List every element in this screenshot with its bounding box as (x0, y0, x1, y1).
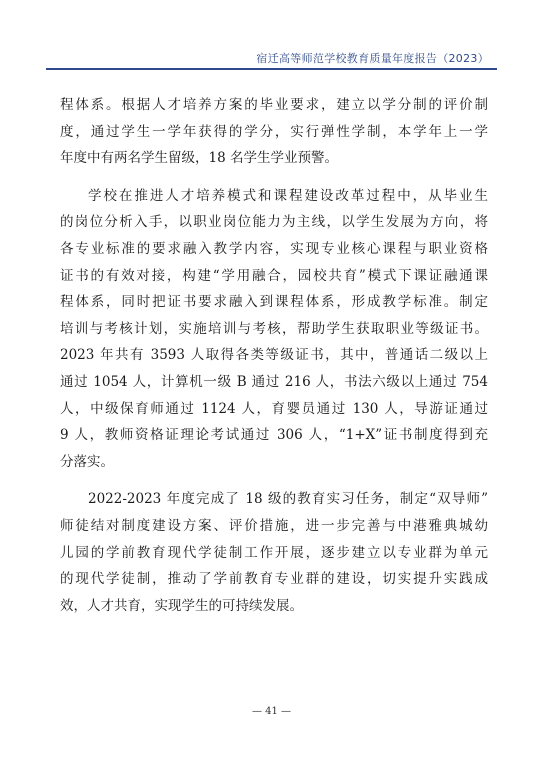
paragraph-line: 9 人，教师资格证理论考试通过 306 人，“1+X”证书制度得到充 (60, 427, 488, 444)
paragraph-line: 学校在推进人才培养模式和课程建设改革过程中，从毕业生 (88, 187, 488, 204)
paragraph-line: 通过 1054 人，计算机一级 B 通过 216 人，书法六级以上通过 754 (60, 373, 488, 390)
paragraph-line: 年度中有两名学生留级，18 名学生学业预警。 (60, 150, 338, 167)
paragraph-line: 儿园的学前教育现代学徒制工作开展，逐步建立以专业群为单元 (60, 544, 488, 561)
paragraph-spacer (60, 475, 488, 486)
paragraph-line: 人，中级保育师通过 1124 人，育婴员通过 130 人，导游证通过 (60, 400, 488, 417)
paragraph-line: 分落实。 (60, 453, 114, 470)
paragraph-1 (60, 92, 488, 172)
paragraph-line: 程体系，同时把证书要求融入到课程体系，形成教学标准。制定 (60, 294, 488, 311)
paragraph-spacer (60, 172, 488, 183)
paragraph-3 (60, 486, 488, 619)
paragraph-line: 培训与考核计划，实施培训与考核，帮助学生获取职业等级证书。 (60, 320, 488, 337)
body-text (60, 92, 488, 619)
report-header-title: 宿迁高等师范学校教育质量年度报告（2023） (256, 52, 489, 65)
paragraph-line: 的现代学徒制，推动了学前教育专业群的建设，切实提升实践成 (60, 571, 488, 588)
paragraph-2 (60, 183, 488, 476)
paragraph-line: 证书的有效对接，构建“学用融合，园校共育”模式下课证融通课 (60, 267, 488, 284)
paragraph-line: 度，通过学生一学年获得的学分，实行弹性学制，本学年上一学 (60, 123, 488, 140)
page-number: — 41 — (251, 706, 292, 717)
paragraph-line: 程体系。根据人才培养方案的毕业要求，建立以学分制的评价制 (60, 97, 488, 113)
paragraph-line: 2023 年共有 3593 人取得各类等级证书，其中，普通话二级以上 (60, 347, 488, 364)
paragraph-line: 效，人才共育，实现学生的可持续发展。 (60, 597, 303, 614)
header-divider (46, 68, 497, 70)
paragraph-line: 的岗位分析入手，以职业岗位能力为主线，以学生发展为方向，将 (60, 214, 488, 231)
paragraph-line: 各专业标准的要求融入教学内容，实现专业核心课程与职业资格 (60, 240, 488, 257)
paragraph-line: 2022-2023 年度完成了 18 级的教育实习任务，制定“双导师” (88, 491, 488, 508)
paragraph-line: 师徒结对制度建设方案、评价措施，进一步完善与中港雅典城幼 (60, 517, 488, 534)
